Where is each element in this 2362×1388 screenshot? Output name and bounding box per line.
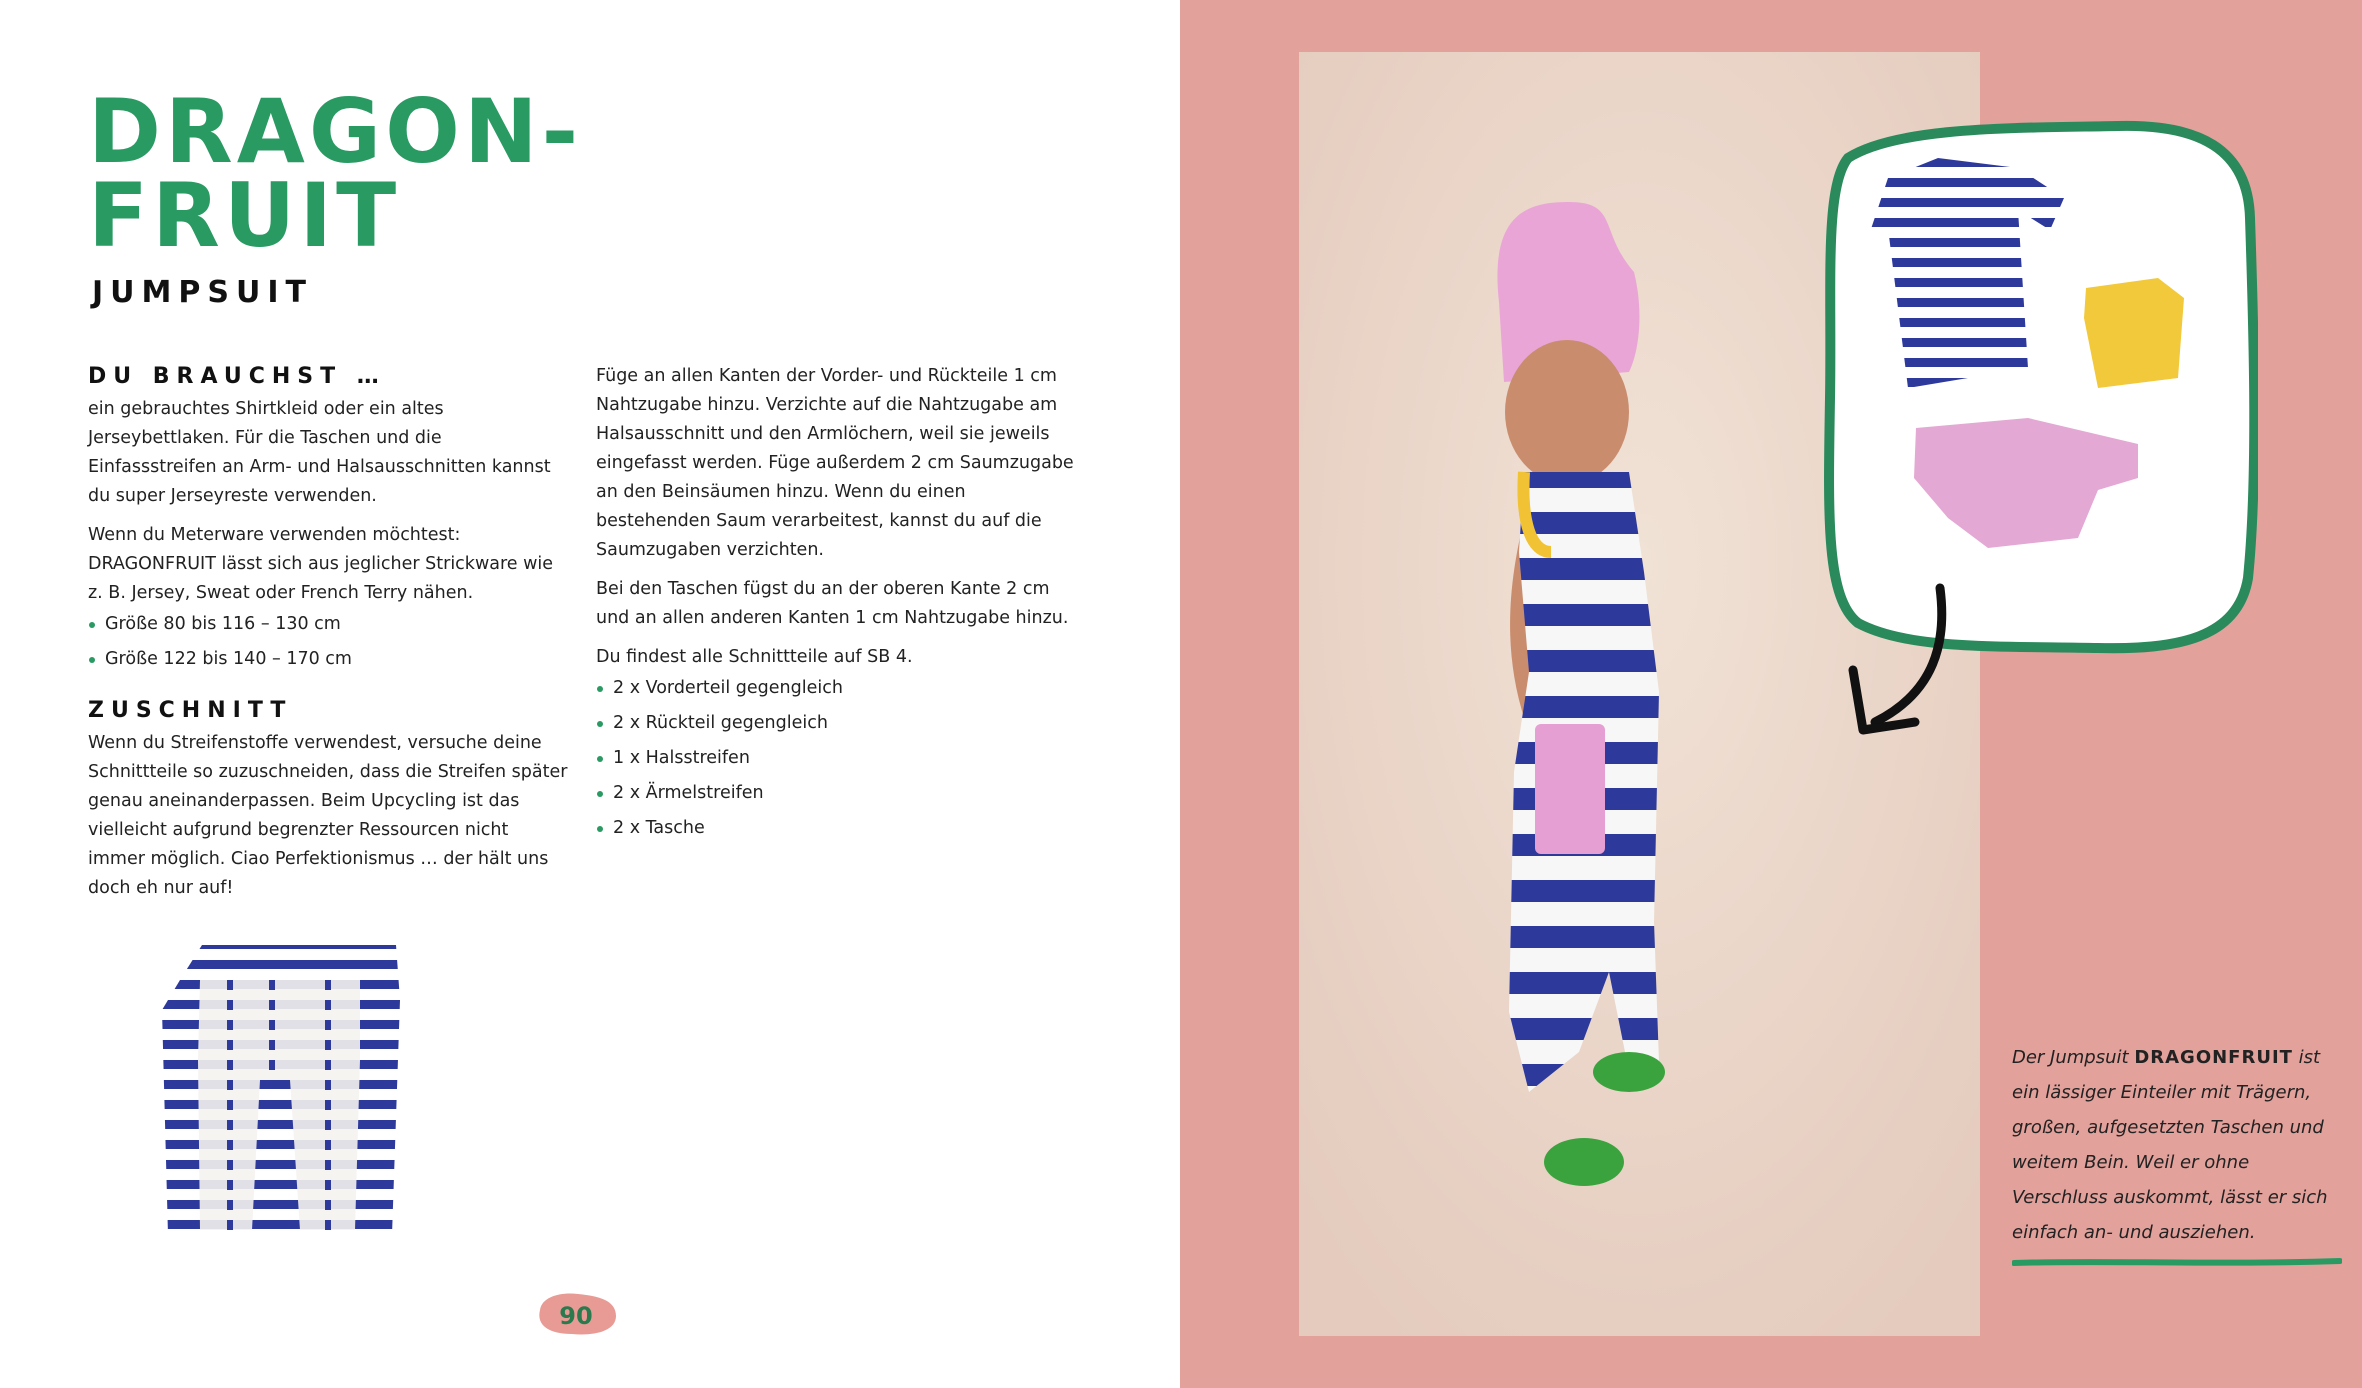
list-item: 2 x Vorderteil gegengleich [596,674,1076,703]
title-line-1: DRAGON- [88,80,583,183]
cutting-heading: ZUSCHNITT [88,698,293,723]
caption-underline [2012,1258,2342,1266]
pocket-allowance-text: Bei den Taschen fügst du an der oberen Kante 2 cm und an allen anderen Kanten 1 cm Nahtzugabe hinzu. [596,579,1069,628]
materials-intro: ein gebrauchtes Shirtkleid oder ein altes Jerseybettlaken. Für die Taschen und die Einfassstreifen an Arm- und Halsausschnitten kannst du super Jerseyreste verwenden. [88,399,551,506]
photo-caption [2012,1040,2342,1250]
page-number-blob [532,1290,618,1338]
list-item: 2 x Tasche [596,814,1076,843]
caption-text: ist ein lässiger Einteiler mit Trägern, großen, aufgesetzten Taschen und weitem Bein. Weil er ohne Verschluss auskommt, lässt er sich einfach an- und ausziehen. [2012,1047,2328,1243]
list-item: 1 x Halsstreifen [596,744,1076,773]
page-number: 90 [559,1302,593,1330]
page-title [88,80,583,267]
arrow-icon [1835,582,1955,742]
garments-bubble [1818,118,2258,656]
caption-brand: DRAGONFRUIT [2134,1047,2293,1068]
seam-allowance-text: Füge an allen Kanten der Vorder- und Rückteile 1 cm Nahtzugabe hinzu. Verzichte auf die Nahtzugabe am Halsausschnitt und den Armlöchern, weil sie jeweils eingefasst werden. Füge außerdem 2 cm Saumzugabe an den Beinsäumen hinzu. Wenn du einen bestehenden Saum verarbeitest, kannst du auf die Saumzugaben verzichten. [596,366,1074,560]
materials-heading: DU BRAUCHST … [88,364,386,389]
cutting-text: Wenn du Streifenstoffe verwendest, versuche deine Schnittteile so zuzuschneiden, dass die Streifen später genau aneinanderpassen. Beim Upcycling ist das vielleicht aufgrund begrenzter Ressourcen nicht immer möglich. Ciao Perfektionismus … der hält uns doch eh nur auf! [88,733,568,898]
parts-list [596,674,1076,843]
list-item: Größe 80 bis 116 – 130 cm [88,610,568,639]
size-list [88,610,568,674]
page-subtitle: JUMPSUIT [92,275,313,310]
caption-prefix: Der Jumpsuit [2012,1047,2129,1068]
pattern-pieces-image [160,940,400,1240]
list-item: 2 x Rückteil gegengleich [596,709,1076,738]
materials-column [88,362,568,913]
instructions-column [596,362,1076,849]
title-line-2: FRUIT [88,164,401,267]
pattern-sheet-note: Du findest alle Schnittteile auf SB 4. [596,647,913,667]
list-item: Größe 122 bis 140 – 170 cm [88,645,568,674]
yardage-note: Wenn du Meterware verwenden möchtest: DRAGONFRUIT lässt sich aus jeglicher Strickware wie z. B. Jersey, Sweat oder French Terry nähen. [88,525,554,603]
left-page [0,0,1180,1388]
list-item: 2 x Ärmelstreifen [596,779,1076,808]
